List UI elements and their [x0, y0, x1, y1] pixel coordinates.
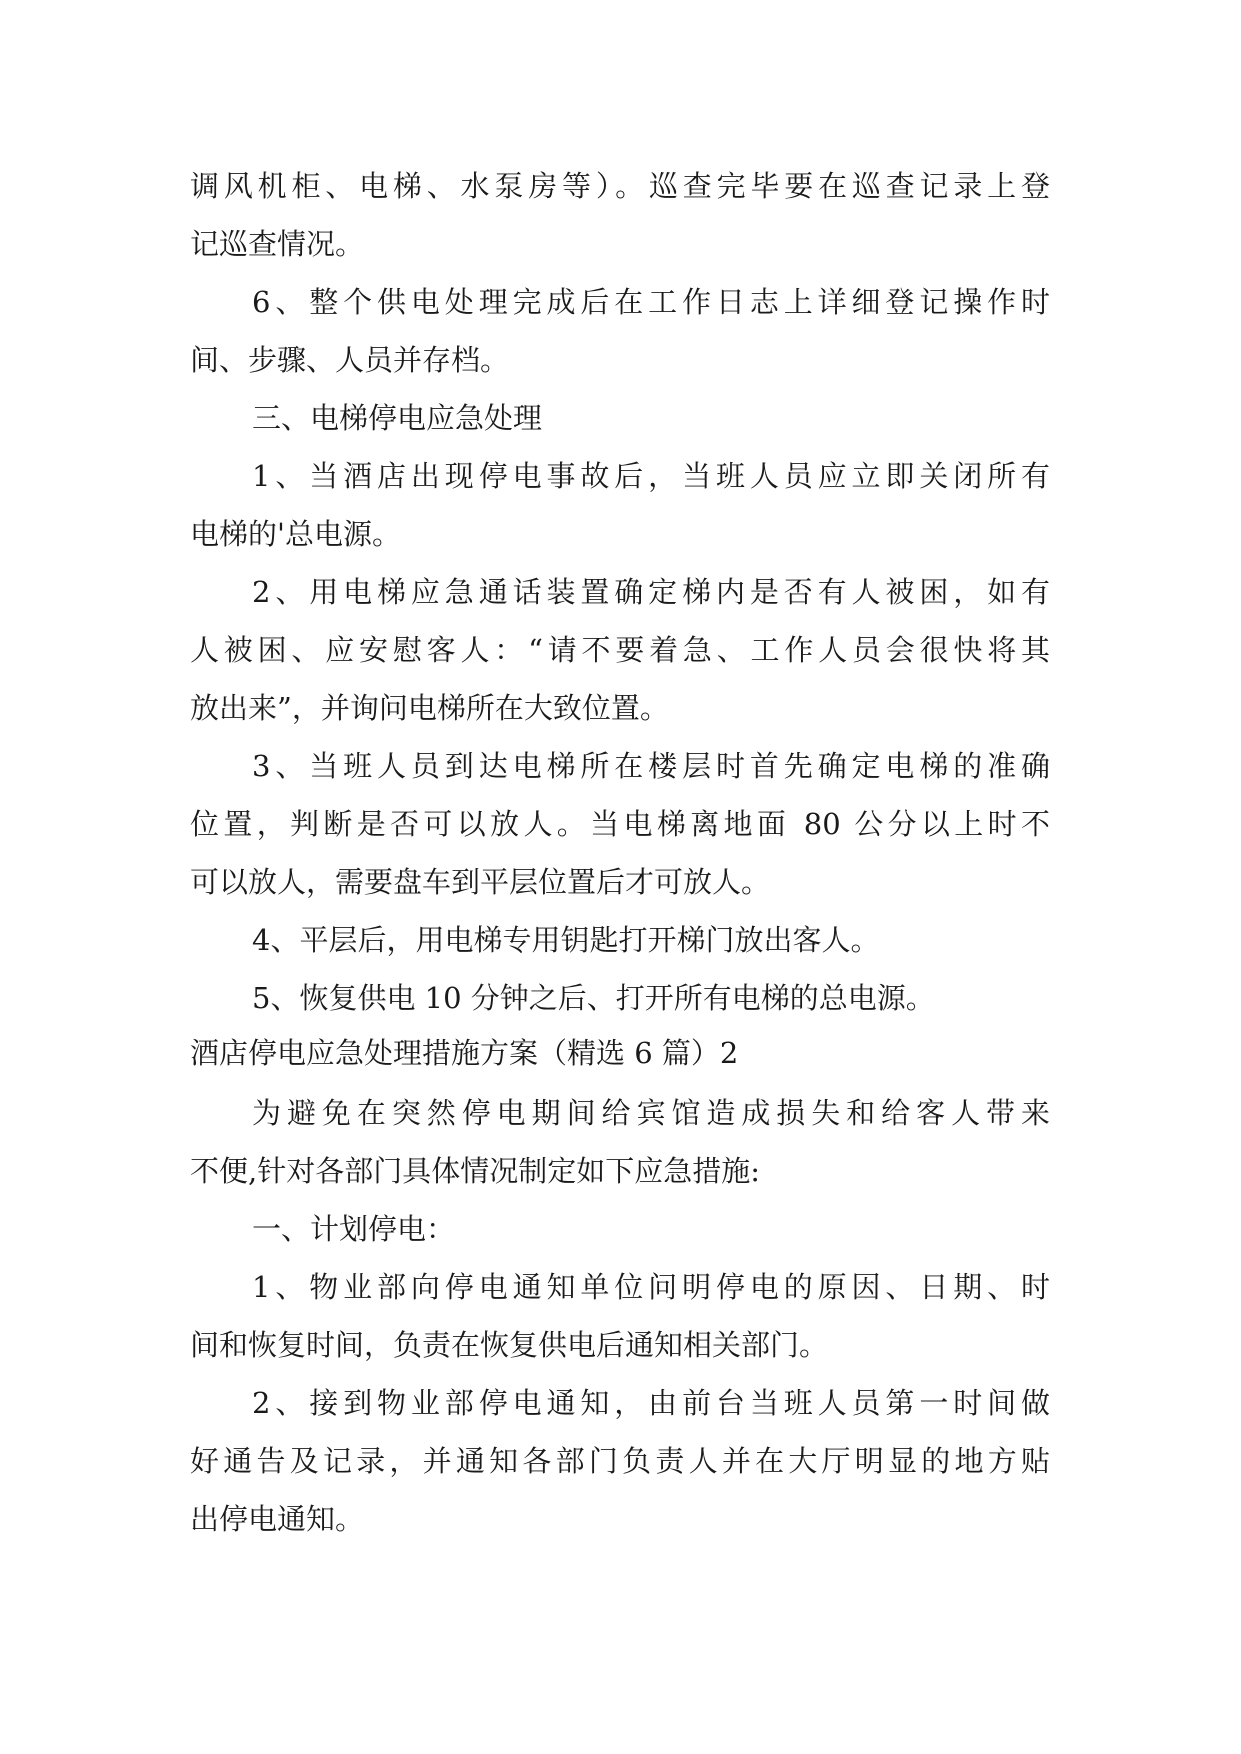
- paragraph-line-11: 3、当班人员到达电梯所在楼层时首先确定电梯的准确: [252, 749, 1050, 783]
- paragraph-line-1: 调风机柜、电梯、水泵房等）。巡查完毕要在巡查记录上登: [190, 169, 1050, 203]
- paragraph-line-10: 放出来”，并询问电梯所在大致位置。: [190, 691, 669, 725]
- paragraph-line-18: 不便,针对各部门具体情况制定如下应急措施:: [190, 1154, 760, 1188]
- section-heading-elevator: 三、电梯停电应急处理: [252, 401, 543, 435]
- paragraph-line-12: 位置，判断是否可以放人。当电梯离地面 80 公分以上时不: [190, 807, 1050, 841]
- paragraph-line-13: 可以放人，需要盘车到平层位置后才可放人。: [190, 865, 771, 899]
- paragraph-line-14: 4、平层后，用电梯专用钥匙打开梯门放出客人。: [252, 923, 880, 957]
- paragraph-line-24: 出停电通知。: [190, 1502, 365, 1536]
- paragraph-line-8: 2、用电梯应急通话装置确定梯内是否有人被困，如有: [252, 575, 1050, 609]
- paragraph-line-4: 间、步骤、人员并存档。: [190, 343, 510, 377]
- section-heading-planned-outage: 一、计划停电：: [252, 1212, 456, 1246]
- paragraph-line-7: 电梯的'总电源。: [190, 517, 401, 551]
- paragraph-line-23: 好通告及记录，并通知各部门负责人并在大厅明显的地方贴: [190, 1444, 1050, 1478]
- paragraph-line-6: 1、当酒店出现停电事故后，当班人员应立即关闭所有: [252, 459, 1050, 493]
- paragraph-line-22: 2、接到物业部停电通知，由前台当班人员第一时间做: [252, 1386, 1050, 1420]
- paragraph-line-9: 人被困、应安慰客人：“请不要着急、工作人员会很快将其: [190, 633, 1050, 667]
- paragraph-line-3: 6、整个供电处理完成后在工作日志上详细登记操作时: [252, 285, 1050, 319]
- paragraph-line-2: 记巡查情况。: [190, 227, 365, 261]
- document-title: 酒店停电应急处理措施方案（精选 6 篇）2: [190, 1036, 739, 1070]
- paragraph-line-21: 间和恢复时间，负责在恢复供电后通知相关部门。: [190, 1328, 829, 1362]
- paragraph-line-17: 为避免在突然停电期间给宾馆造成损失和给客人带来: [252, 1096, 1050, 1130]
- paragraph-line-20: 1、物业部向停电通知单位问明停电的原因、日期、时: [252, 1270, 1050, 1304]
- paragraph-line-15: 5、恢复供电 10 分钟之后、打开所有电梯的总电源。: [252, 981, 935, 1015]
